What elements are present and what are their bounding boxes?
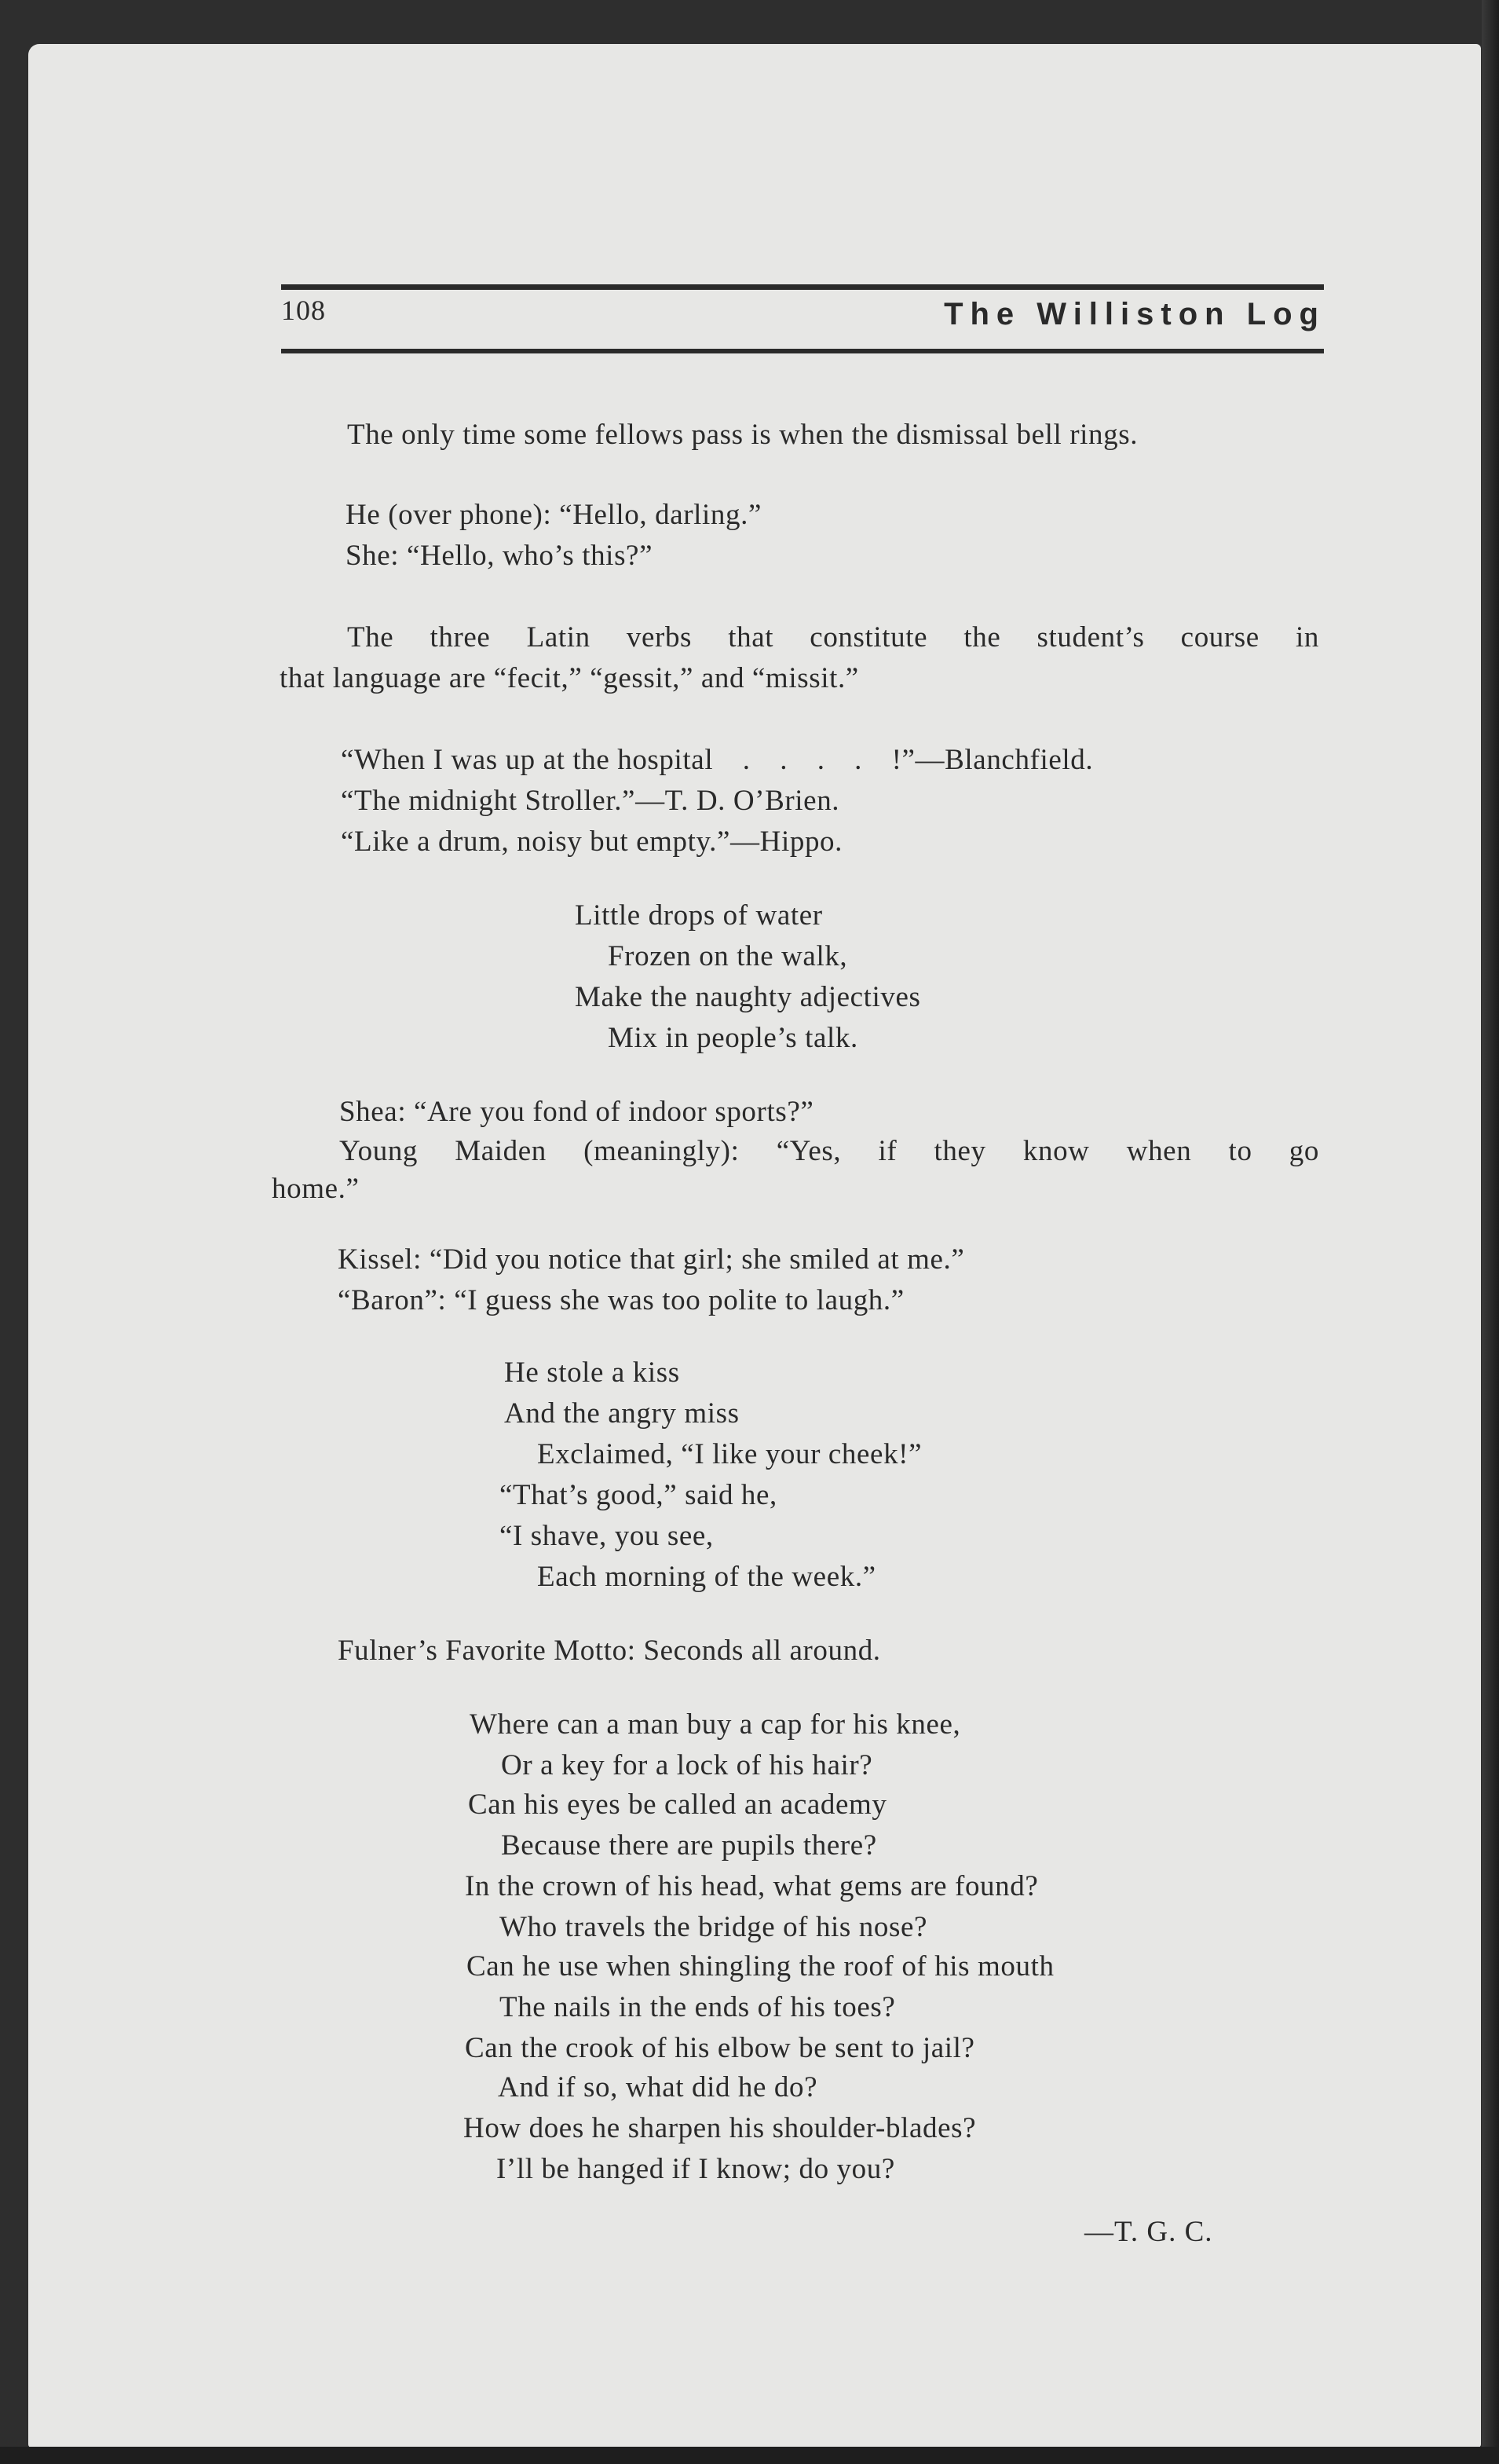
poem-body-line-10: And if so, what did he do? xyxy=(498,2071,818,2103)
joke-shea-line-1: Shea: “Are you fond of indoor sports?” xyxy=(339,1096,814,1128)
poem-body-line-1: Where can a man buy a cap for his knee, xyxy=(470,1708,961,1741)
poem-body-line-2: Or a key for a lock of his hair? xyxy=(501,1749,873,1781)
page-sheet xyxy=(28,44,1481,2448)
quote-blanchfield: “When I was up at the hospital . . . . !”—Blanchfield. xyxy=(341,744,1094,776)
poem-body-line-11: How does he sharpen his shoulder-blades? xyxy=(463,2112,977,2144)
poem-body-line-5: In the crown of his head, what gems are found? xyxy=(465,1870,1039,1902)
joke-latin-line-1: The three Latin verbs that constitute the student’s course in xyxy=(347,621,1319,654)
poem-body-line-8: The nails in the ends of his toes? xyxy=(499,1991,896,2023)
poem-body-line-3: Can his eyes be called an academy xyxy=(468,1789,887,1821)
joke-phone-he: He (over phone): “Hello, darling.” xyxy=(346,499,762,531)
poem-drops-line-4: Mix in people’s talk. xyxy=(608,1022,858,1054)
poem-attribution: —T. G. C. xyxy=(1084,2216,1213,2248)
poem-drops-line-3: Make the naughty adjectives xyxy=(575,981,921,1013)
quote-obrien: “The midnight Stroller.”—T. D. O’Brien. xyxy=(341,785,840,817)
poem-kiss-line-6: Each morning of the week.” xyxy=(537,1561,876,1593)
page-bottom-shadow xyxy=(0,2447,1499,2464)
quote-hippo: “Like a drum, noisy but empty.”—Hippo. xyxy=(341,826,843,858)
joke-latin-line-2: that language are “fecit,” “gessit,” and “missit.” xyxy=(280,662,859,694)
running-title: The Williston Log xyxy=(944,297,1325,331)
joke-shea-line-2: Young Maiden (meaningly): “Yes, if they know when to go xyxy=(339,1135,1319,1167)
poem-kiss-line-5: “I shave, you see, xyxy=(499,1520,714,1552)
joke-dismissal: The only time some fellows pass is when the dismissal bell rings. xyxy=(347,419,1139,451)
poem-drops-line-2: Frozen on the walk, xyxy=(608,940,848,972)
poem-kiss-line-4: “That’s good,” said he, xyxy=(499,1479,777,1511)
poem-body-line-4: Because there are pupils there? xyxy=(501,1829,877,1862)
poem-drops-line-1: Little drops of water xyxy=(575,899,823,932)
poem-body-line-9: Can the crook of his elbow be sent to jail? xyxy=(465,2032,975,2064)
poem-kiss-line-2: And the angry miss xyxy=(504,1397,740,1430)
joke-phone-she: She: “Hello, who’s this?” xyxy=(346,540,653,572)
poem-kiss-line-3: Exclaimed, “I like your cheek!” xyxy=(537,1438,923,1470)
page-edge-shadow xyxy=(1482,0,1499,2464)
joke-kissel-line-2: “Baron”: “I guess she was too polite to laugh.” xyxy=(338,1284,905,1316)
header-rule-top xyxy=(281,284,1324,290)
header-rule-bottom xyxy=(281,349,1324,353)
poem-kiss-line-1: He stole a kiss xyxy=(504,1356,680,1389)
joke-kissel-line-1: Kissel: “Did you notice that girl; she smiled at me.” xyxy=(338,1243,965,1276)
joke-shea-line-3: home.” xyxy=(272,1173,360,1205)
poem-body-line-7: Can he use when shingling the roof of his mouth xyxy=(466,1950,1055,1983)
page-number: 108 xyxy=(281,295,326,326)
joke-fulner-motto: Fulner’s Favorite Motto: Seconds all around. xyxy=(338,1635,881,1667)
poem-body-line-6: Who travels the bridge of his nose? xyxy=(499,1911,928,1943)
poem-body-line-12: I’ll be hanged if I know; do you? xyxy=(496,2153,895,2185)
